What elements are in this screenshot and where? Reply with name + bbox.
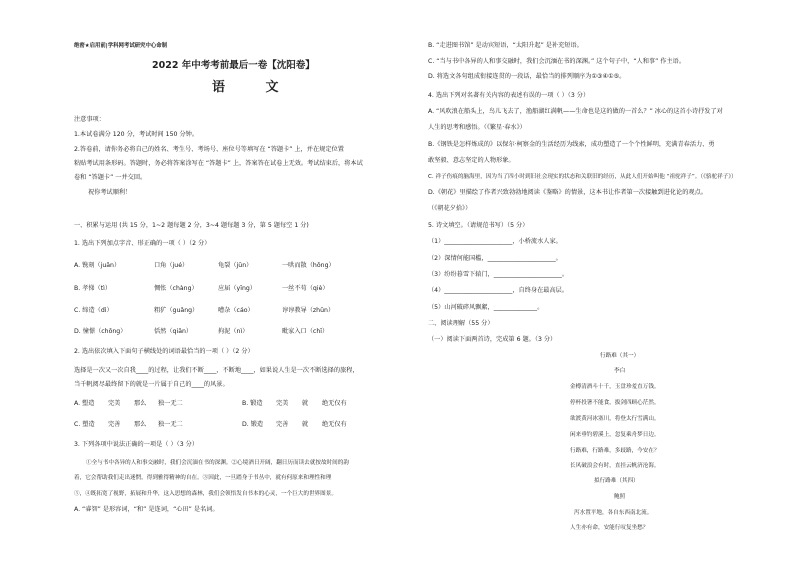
q2-option-word: 完美	[108, 400, 121, 407]
q4-option-c: C. 祥子伤痕的脑海里，因为当了四小时到旧社会现实的状态和关联旧的经历，从此人们开始叫他 “祖驼祥子”。（《骆驼祥子》）	[428, 174, 737, 180]
q4-option-b-cont: 敢坚毅、意志坚定的人物形象。	[428, 157, 515, 164]
q5-blank-2: （2）深情何能国槛，______________________。	[428, 255, 562, 262]
poem1-line: 行路难，行路难，多歧路，今安在？	[570, 448, 660, 454]
poem1-line: 金樽清酒斗十千，玉盘珍羞直万钱。	[570, 384, 660, 390]
q1-option-word: 谆谆教导（zhūn）	[282, 307, 335, 314]
subject-title: 语 文	[212, 80, 297, 95]
q4-option-a-cont: 人生的思考和感悟。（《繁星·春水》）	[428, 124, 526, 131]
q2-option-word: 就	[302, 421, 309, 428]
q1-stem: 1. 选出下列加点字音、形正确的一项（ ）（2 分）	[74, 240, 211, 247]
q2-stem: 2. 选出依次填入下面句子横线处的词语最恰当的一项（ ）（2 分）	[74, 348, 254, 355]
poem2-line: 人生亦有命，安能行叹复坐愁？	[570, 525, 649, 531]
q2-option: A. 塑造	[74, 400, 95, 407]
q1-option-word: 口角（jué）	[154, 262, 189, 269]
q1-option-word: 拘泥（nì）	[218, 328, 249, 335]
q2-option-word: 完善	[276, 421, 289, 428]
q3-passage: ⑤，④既拓宽了视野，拓展和升华，这入思想的森林，我们会领悟发自书本的心灵，一个巨大的世界图景。	[74, 491, 337, 497]
notice-wish: 祝你考试顺利！	[88, 189, 132, 196]
q1-option-word: 嘈杂（cáo）	[218, 307, 254, 314]
poem1-title: 行路难（其一）	[600, 353, 640, 359]
q2-option: B. 锻造	[242, 400, 263, 407]
q1-option: A. 镌刻（juān）	[74, 262, 121, 269]
q2-option-word: 就	[302, 400, 309, 407]
poem2-line: 泻水置平地，各自东西南北流。	[574, 510, 653, 516]
poem2-title: 拟行路难（其四）	[594, 478, 639, 484]
q3-passage: 着，它会帮助我们走出迷惘，得到雅得精神的自在。③因此，一旦踏身于书丛中，就有何原来和理性和理	[74, 475, 332, 481]
q1-option-word: 粗犷（guǎng）	[154, 307, 199, 314]
q2-option-word: 绝无仅有	[322, 421, 347, 428]
q1-option-word: 恬然（qiān）	[154, 328, 193, 335]
q3-option-a: A. “睿智” 是形容词，“和” 是连词，“心田” 是名词。	[74, 506, 219, 513]
q1-option: C. 缔造（dì）	[74, 307, 113, 314]
q1-option: B. 孝悌（tì）	[74, 285, 112, 292]
q2-option-word: 那么	[134, 421, 147, 428]
q5-blank-5: （5）山河破碎风飘絮，______________。	[428, 304, 544, 311]
notice-item: 粘贴考试用条形码。答题时，务必将答案涂写在 “答题卡” 上，答案答在试卷上无效。考试结束后，将本试	[74, 160, 363, 167]
q3-option-c: C. “当与书中各异的人和事交融时，我们会沉湎在书的深渊。” 这个句子中，“人和事” 作主语。	[428, 58, 686, 65]
notice-heading: 注意事项：	[74, 116, 105, 123]
q2-option-word: 完善	[108, 421, 121, 428]
q4-option-d: D.《朝花》里描绘了作者兴致勃勃地阅读《鉴略》的情景，这本书让作者第一次接触到进化论的观点。	[428, 189, 707, 196]
q4-stem: 4. 选出下列对名著有关内容的表述有误的一项（ ）（3 分）	[428, 92, 590, 99]
q1-option-word: 一哄而散（hōng）	[282, 262, 335, 269]
q1-option-word: 毗家入口（chī）	[282, 328, 329, 335]
q2-option-word: 完美	[276, 400, 289, 407]
poem1-line: 欲渡黄河冰塞川，将登太行雪满山。	[570, 416, 660, 422]
exam-title: 2022 年中考考前最后一卷【沈阳卷】	[152, 60, 315, 71]
notice-item: 卷和 “答题卡” 一并交回。	[74, 174, 147, 181]
binding-margin	[10, 20, 24, 540]
q5-blank-3: （3）纷纷暮雪下辕门，______________________。	[428, 271, 569, 278]
poem1-line: 停杯投箸不能食，拔剑四顾心茫然。	[570, 400, 660, 406]
q5-stem: 5. 诗文填空。（请规范书写）（5 分）	[428, 222, 529, 229]
q5-blank-4: （4）______________________，自终身在最高层。	[428, 287, 569, 294]
q4-option-d-cont: （《朝花夕拾》）	[428, 205, 472, 212]
q2-option-word: 绝无仅有	[322, 400, 347, 407]
q2-option-word: 独一无二	[158, 400, 183, 407]
q4-option-b: B.《钢铁是怎样炼成的》以保尔·柯察金的生活经历为线索，成功塑造了一个个性鲜明，充满青春活力、勇	[428, 141, 715, 148]
q2-passage: 选择是一次又一次自我____的过程，让我们不断____，不断地____，如果说人生是一次不断选择的旅程，	[74, 367, 359, 374]
q1-option-word: 一丝不苟（qiè）	[282, 285, 329, 292]
q1-option-word: 惆怅（chàng）	[154, 285, 198, 292]
q3-option-b: B. “走进图书馆” 是动宾短语，“太阳升起” 是补充短语。	[428, 42, 583, 49]
section2-sub: （一）阅读下面两首诗，完成第 6 题。（3 分）	[428, 336, 557, 343]
q3-option-d: D. 将选文各句组成衔接连贯的一段话，最恰当的排列顺序为①③④①⑤。	[428, 73, 626, 80]
q2-passage: 当千帆阅尽最终留下的就是一片属于自己的____的风景。	[74, 381, 229, 388]
q2-option: C. 塑造	[74, 421, 95, 428]
poem1-author: 李白	[614, 368, 626, 374]
section2-heading: 二、阅读理解（55 分）	[428, 320, 494, 327]
q4-option-a: A. “风吹浪在船头上，鸟儿飞去了，渔船湖红满帆——生命也是这的做的一首么？” 冰心的这首小诗抒发了对	[428, 108, 723, 115]
q1-option: D. 憧憬（chōng）	[74, 328, 127, 335]
q2-option: D. 锻造	[242, 421, 264, 428]
q1-option-word: 龟裂（jūn）	[218, 262, 253, 269]
q2-option-word: 独一无二	[158, 421, 183, 428]
q1-option-word: 应届（yīng）	[218, 285, 256, 292]
q5-blank-1: （1）______________________，小桥流水人家。	[428, 238, 562, 245]
q2-option-word: 那么	[134, 400, 147, 407]
q3-stem: 3. 下列各项中说法正确的一项是（ ）（3 分）	[74, 441, 199, 448]
notice-item: 1.本试卷满分 120 分，考试时间 150 分钟。	[74, 131, 199, 138]
q3-passage: ①全与书中各异的人和事交融时，我们会沉湎在书的深渊。②心境酒日开阔，翻日历而读去就按故时间的韵	[86, 460, 349, 466]
notice-item: 2.答卷前，请你务必将自己的姓名、考生号、考场号、座位号等填写在 “答题卡” 上，并在规定位置	[74, 146, 344, 153]
poem2-author: 鲍照	[614, 494, 626, 500]
poem1-line: 闲来垂钓碧溪上，忽复乘舟梦日边。	[570, 432, 660, 438]
section1-heading: 一、积累与运用 (共 15 分，1~2 题每题 2 分，3~4 题每题 3 分，第 5 题每空 1 分)	[74, 222, 309, 229]
secret-mark: 绝密★启用前|学科网考试研究中心命制	[74, 43, 168, 49]
poem1-line: 长风破浪会有时，直挂云帆济沧海。	[570, 463, 660, 469]
